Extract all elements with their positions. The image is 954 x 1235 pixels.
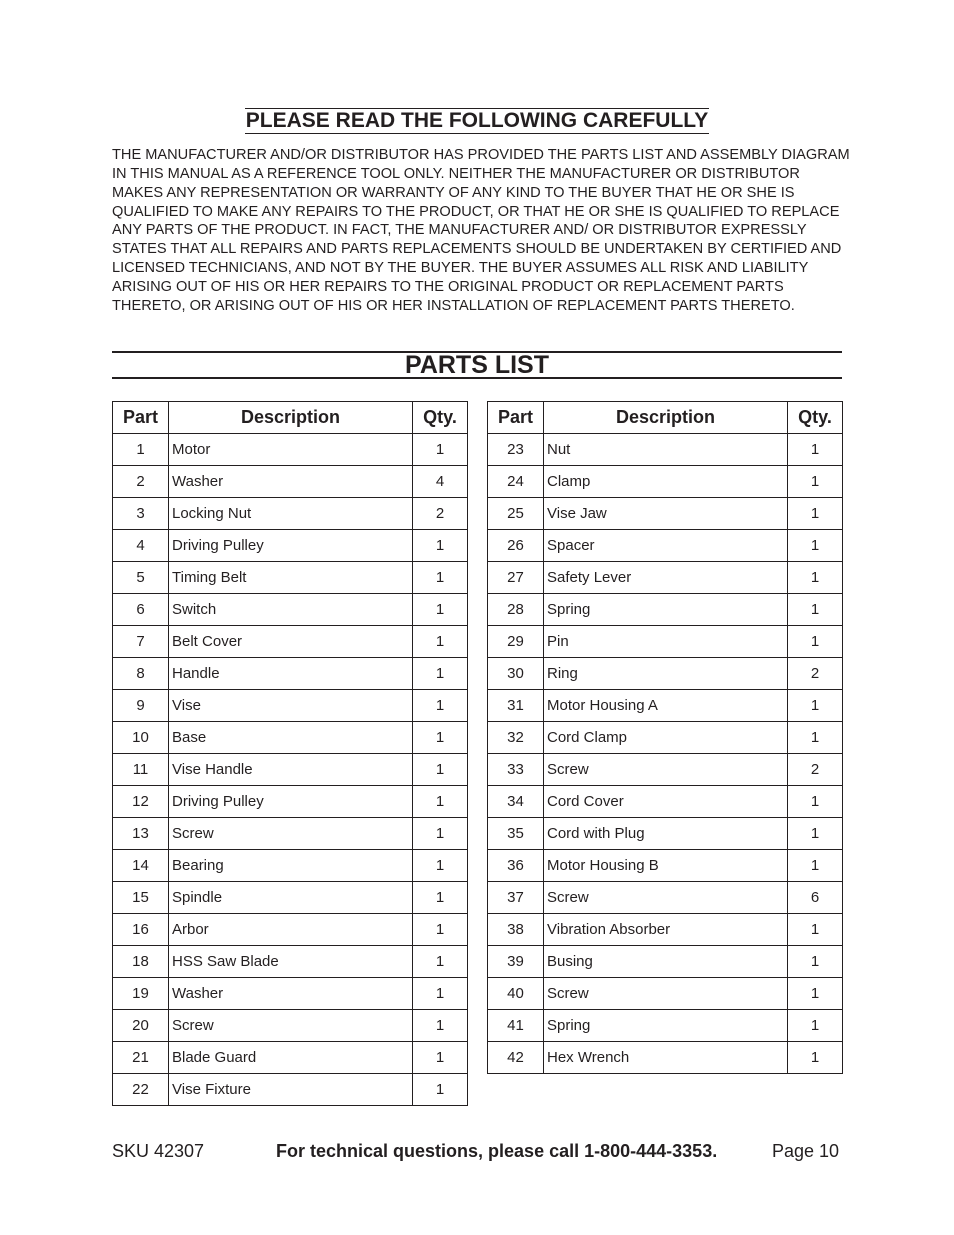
quantity-cell: 1 (788, 466, 843, 498)
quantity-cell: 1 (413, 882, 468, 914)
quantity-cell: 1 (788, 1010, 843, 1042)
quantity-cell: 1 (413, 978, 468, 1010)
quantity-cell: 1 (788, 626, 843, 658)
part-number-cell: 21 (113, 1042, 169, 1074)
description-cell: Pin (544, 626, 788, 658)
quantity-cell: 1 (788, 914, 843, 946)
table-row (113, 690, 468, 722)
quantity-cell: 1 (413, 1074, 468, 1106)
quantity-cell: 1 (413, 914, 468, 946)
description-cell: Handle (169, 658, 413, 690)
part-number-cell: 31 (488, 690, 544, 722)
description-cell: Switch (169, 594, 413, 626)
description-cell: Bearing (169, 850, 413, 882)
table-row (488, 690, 843, 722)
part-number-cell: 37 (488, 882, 544, 914)
quantity-cell: 1 (413, 1010, 468, 1042)
table-row (113, 658, 468, 690)
description-cell: Screw (544, 978, 788, 1010)
quantity-cell: 1 (413, 434, 468, 466)
quantity-cell: 1 (788, 946, 843, 978)
part-number-cell: 24 (488, 466, 544, 498)
part-number-cell: 18 (113, 946, 169, 978)
quantity-cell: 1 (788, 978, 843, 1010)
table-row (488, 882, 843, 914)
table-row (488, 1042, 843, 1074)
notice-body: THE MANUFACTURER AND/OR DISTRIBUTOR HAS PROVIDED THE PARTS LIST AND ASSEMBLY DIAGRAM IN THIS MANUAL AS A REFERENCE TOOL ONLY. NEITHER THE MANUFACTURER OR DISTRIBUTOR MAKES ANY REPRESENTATION OR WARRANTY OF ANY KIND TO THE BUYER THAT HE OR SHE IS QUALIFIED TO MAKE ANY REPAIRS TO THE PRODUCT, OR THAT HE OR SHE IS QUALIFIED TO REPLACE ANY PARTS OF THE PRODUCT. IN FACT, THE MANUFACTURER AND/ OR DISTRIBUTOR EXPRESSLY STATES THAT ALL REPAIRS AND PARTS REPLACEMENTS SHOULD BE UNDERTAKEN BY CERTIFIED AND LICENSED TECHNICIANS, AND NOT BY THE BUYER. THE BUYER ASSUMES ALL RISK AND LIABILITY ARISING OUT OF HIS OR HER REPAIRS TO THE ORIGINAL PRODUCT OR REPLACEMENT PARTS THERETO, OR ARISING OUT OF HIS OR HER INSTALLATION OF REPLACEMENT PARTS THERETO. (112, 147, 850, 314)
part-number-cell: 26 (488, 530, 544, 562)
quantity-cell: 1 (413, 754, 468, 786)
parts-table-right-body (488, 434, 843, 1074)
part-number-cell: 33 (488, 754, 544, 786)
quantity-cell: 1 (788, 1042, 843, 1074)
quantity-cell: 2 (788, 754, 843, 786)
description-cell: Vibration Absorber (544, 914, 788, 946)
header-description: Description (544, 402, 788, 434)
table-row (113, 626, 468, 658)
description-cell: Washer (169, 978, 413, 1010)
part-number-cell: 27 (488, 562, 544, 594)
parts-list-title-bar (112, 351, 842, 379)
table-row (113, 978, 468, 1010)
header-description: Description (169, 402, 413, 434)
quantity-cell: 1 (788, 498, 843, 530)
quantity-cell: 1 (788, 850, 843, 882)
part-number-cell: 11 (113, 754, 169, 786)
table-row (488, 722, 843, 754)
description-cell: Cord Cover (544, 786, 788, 818)
part-number-cell: 42 (488, 1042, 544, 1074)
notice-heading: PLEASE READ THE FOLLOWING CAREFULLY (245, 109, 709, 132)
part-number-cell: 32 (488, 722, 544, 754)
description-cell: Screw (544, 754, 788, 786)
description-cell: Belt Cover (169, 626, 413, 658)
quantity-cell: 1 (413, 786, 468, 818)
description-cell: Washer (169, 466, 413, 498)
description-cell: Spindle (169, 882, 413, 914)
table-row (488, 786, 843, 818)
table-row (113, 466, 468, 498)
description-cell: Driving Pulley (169, 786, 413, 818)
parts-list-title: PARTS LIST (405, 351, 549, 379)
table-row (113, 754, 468, 786)
part-number-cell: 22 (113, 1074, 169, 1106)
description-cell: Motor Housing B (544, 850, 788, 882)
header-part: Part (113, 402, 169, 434)
part-number-cell: 5 (113, 562, 169, 594)
quantity-cell: 2 (413, 498, 468, 530)
table-row (488, 914, 843, 946)
description-cell: Safety Lever (544, 562, 788, 594)
table-row (113, 946, 468, 978)
table-row (113, 434, 468, 466)
table-row (488, 562, 843, 594)
part-number-cell: 1 (113, 434, 169, 466)
description-cell: Timing Belt (169, 562, 413, 594)
quantity-cell: 1 (413, 722, 468, 754)
quantity-cell: 1 (413, 818, 468, 850)
table-row (113, 530, 468, 562)
part-number-cell: 8 (113, 658, 169, 690)
quantity-cell: 1 (413, 626, 468, 658)
table-row (488, 754, 843, 786)
description-cell: Blade Guard (169, 1042, 413, 1074)
description-cell: Screw (169, 1010, 413, 1042)
header-part: Part (488, 402, 544, 434)
parts-table-right (487, 401, 843, 1074)
description-cell: Screw (169, 818, 413, 850)
table-header-row (113, 402, 468, 434)
part-number-cell: 10 (113, 722, 169, 754)
description-cell: Motor Housing A (544, 690, 788, 722)
description-cell: Driving Pulley (169, 530, 413, 562)
part-number-cell: 14 (113, 850, 169, 882)
quantity-cell: 1 (788, 434, 843, 466)
quantity-cell: 1 (413, 562, 468, 594)
table-row (113, 818, 468, 850)
description-cell: Motor (169, 434, 413, 466)
quantity-cell: 1 (788, 786, 843, 818)
part-number-cell: 13 (113, 818, 169, 850)
table-row (488, 946, 843, 978)
footer-tech-support: For technical questions, please call 1-800-444-3353. (276, 1141, 718, 1161)
part-number-cell: 7 (113, 626, 169, 658)
part-number-cell: 34 (488, 786, 544, 818)
description-cell: Spring (544, 1010, 788, 1042)
part-number-cell: 38 (488, 914, 544, 946)
footer-sku: SKU 42307 (112, 1141, 205, 1161)
table-row (488, 626, 843, 658)
part-number-cell: 19 (113, 978, 169, 1010)
table-row (113, 1042, 468, 1074)
description-cell: Nut (544, 434, 788, 466)
part-number-cell: 30 (488, 658, 544, 690)
part-number-cell: 25 (488, 498, 544, 530)
description-cell: HSS Saw Blade (169, 946, 413, 978)
table-row (488, 466, 843, 498)
table-row (113, 1010, 468, 1042)
quantity-cell: 1 (413, 530, 468, 562)
table-row (113, 498, 468, 530)
description-cell: Arbor (169, 914, 413, 946)
part-number-cell: 2 (113, 466, 169, 498)
table-row (488, 658, 843, 690)
part-number-cell: 41 (488, 1010, 544, 1042)
quantity-cell: 1 (788, 562, 843, 594)
table-row (488, 530, 843, 562)
description-cell: Screw (544, 882, 788, 914)
description-cell: Vise Handle (169, 754, 413, 786)
part-number-cell: 36 (488, 850, 544, 882)
quantity-cell: 1 (413, 658, 468, 690)
part-number-cell: 16 (113, 914, 169, 946)
part-number-cell: 23 (488, 434, 544, 466)
header-qty: Qty. (788, 402, 843, 434)
table-row (113, 1074, 468, 1106)
part-number-cell: 12 (113, 786, 169, 818)
table-row (488, 594, 843, 626)
table-row (113, 594, 468, 626)
table-row (113, 850, 468, 882)
description-cell: Vise Jaw (544, 498, 788, 530)
quantity-cell: 1 (788, 690, 843, 722)
part-number-cell: 9 (113, 690, 169, 722)
quantity-cell: 6 (788, 882, 843, 914)
description-cell: Base (169, 722, 413, 754)
table-row (113, 914, 468, 946)
part-number-cell: 39 (488, 946, 544, 978)
quantity-cell: 1 (788, 818, 843, 850)
table-row (488, 818, 843, 850)
quantity-cell: 1 (413, 1042, 468, 1074)
table-row (488, 850, 843, 882)
header-qty: Qty. (413, 402, 468, 434)
description-cell: Locking Nut (169, 498, 413, 530)
quantity-cell: 1 (413, 690, 468, 722)
part-number-cell: 15 (113, 882, 169, 914)
description-cell: Cord with Plug (544, 818, 788, 850)
part-number-cell: 20 (113, 1010, 169, 1042)
description-cell: Hex Wrench (544, 1042, 788, 1074)
table-row (113, 786, 468, 818)
table-row (488, 1010, 843, 1042)
table-row (113, 562, 468, 594)
description-cell: Clamp (544, 466, 788, 498)
table-header-row (488, 402, 843, 434)
part-number-cell: 40 (488, 978, 544, 1010)
quantity-cell: 1 (413, 850, 468, 882)
quantity-cell: 1 (788, 722, 843, 754)
part-number-cell: 35 (488, 818, 544, 850)
parts-table-left-body (113, 434, 468, 1106)
part-number-cell: 28 (488, 594, 544, 626)
description-cell: Spacer (544, 530, 788, 562)
quantity-cell: 1 (413, 594, 468, 626)
description-cell: Vise Fixture (169, 1074, 413, 1106)
quantity-cell: 2 (788, 658, 843, 690)
quantity-cell: 1 (788, 594, 843, 626)
table-row (488, 498, 843, 530)
quantity-cell: 1 (788, 530, 843, 562)
parts-table-left (112, 401, 468, 1106)
quantity-cell: 1 (413, 946, 468, 978)
notice-heading-wrap (0, 108, 954, 134)
table-row (113, 722, 468, 754)
quantity-cell: 4 (413, 466, 468, 498)
part-number-cell: 6 (113, 594, 169, 626)
table-row (488, 978, 843, 1010)
description-cell: Ring (544, 658, 788, 690)
footer-page-number: Page 10 (772, 1141, 840, 1161)
table-row (113, 882, 468, 914)
table-row (488, 434, 843, 466)
description-cell: Busing (544, 946, 788, 978)
description-cell: Cord Clamp (544, 722, 788, 754)
part-number-cell: 4 (113, 530, 169, 562)
part-number-cell: 29 (488, 626, 544, 658)
description-cell: Spring (544, 594, 788, 626)
description-cell: Vise (169, 690, 413, 722)
part-number-cell: 3 (113, 498, 169, 530)
